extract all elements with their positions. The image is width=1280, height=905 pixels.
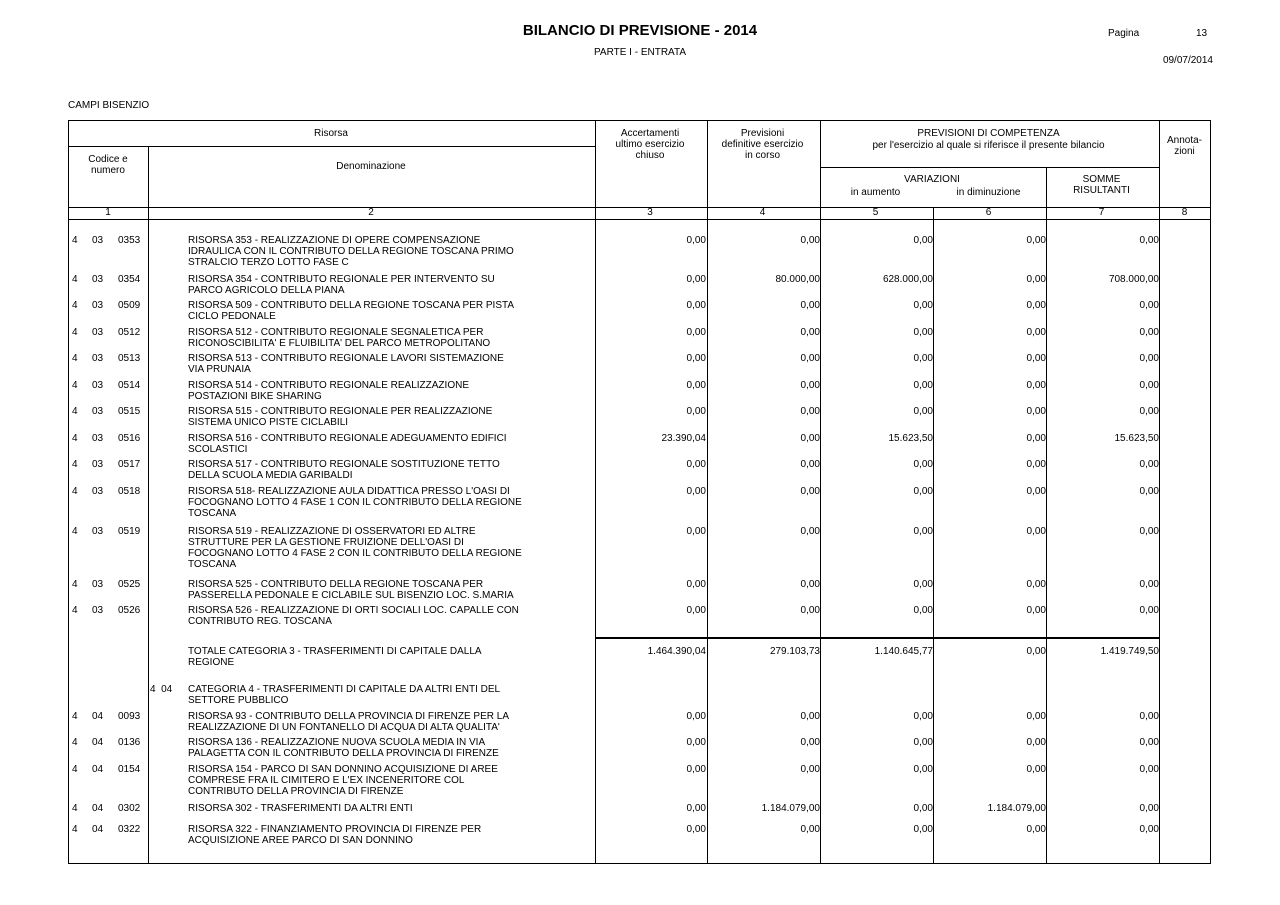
code-risorsa: 0354: [118, 274, 141, 285]
value-in-aumento: 628.000,00: [882, 274, 933, 285]
denominazione: RISORSA 154 - PARCO DI SAN DONNINO ACQUISIZIONE DI AREE COMPRESE FRA IL CIMITERO E L'EX INCENERITORE COL CONTRIBUTO DELLA PROVINCIA DI FIRENZE: [188, 764, 498, 797]
code-titolo: 4: [72, 711, 78, 722]
col-number: 6: [985, 207, 992, 218]
grid-line: [933, 207, 934, 864]
value-somme-risultanti: 0,00: [1139, 235, 1159, 246]
value-somme-risultanti: 0,00: [1139, 353, 1159, 364]
value-accertamenti: 0,00: [686, 274, 706, 285]
code-risorsa: 0526: [118, 605, 141, 616]
value-in-aumento: 0,00: [913, 459, 933, 470]
denominazione: RISORSA 514 - CONTRIBUTO REGIONALE REALIZZAZIONE POSTAZIONI BIKE SHARING: [188, 380, 469, 402]
value-accertamenti: 0,00: [686, 711, 706, 722]
code-titolo: 4: [72, 459, 78, 470]
value-previsioni-definitive: 0,00: [800, 486, 820, 497]
col-number: 8: [1181, 207, 1188, 218]
header-somme-risultanti: SOMME RISULTANTI: [1073, 174, 1130, 196]
code-titolo: 4: [72, 737, 78, 748]
code-titolo: 4: [72, 486, 78, 497]
value-in-aumento: 0,00: [913, 764, 933, 775]
document-subtitle: PARTE I - ENTRATA: [593, 47, 687, 58]
value-accertamenti: 0,00: [686, 579, 706, 590]
value-previsioni-definitive: 80.000,00: [775, 274, 820, 285]
value-in-aumento: 0,00: [913, 235, 933, 246]
value-in-diminuzione: 0,00: [1026, 764, 1046, 775]
code-categoria: 03: [92, 300, 104, 311]
value-somme-risultanti: 0,00: [1139, 406, 1159, 417]
denominazione: RISORSA 516 - CONTRIBUTO REGIONALE ADEGUAMENTO EDIFICI SCOLASTICI: [188, 433, 507, 455]
denominazione: RISORSA 518- REALIZZAZIONE AULA DIDATTICA PRESSO L'OASI DI FOCOGNANO LOTTO 4 FASE 1 CON IL CONTRIBUTO DELLA REGIONE TOSCANA: [188, 486, 522, 519]
total-in-diminuzione: 0,00: [1026, 646, 1046, 657]
value-accertamenti: 0,00: [686, 327, 706, 338]
code-risorsa: 0093: [118, 711, 141, 722]
value-in-diminuzione: 0,00: [1026, 300, 1046, 311]
category-code: 4 04: [150, 684, 173, 695]
entity-name: CAMPI BISENZIO: [68, 100, 150, 111]
value-in-aumento: 0,00: [913, 486, 933, 497]
denominazione: RISORSA 302 - TRASFERIMENTI DA ALTRI ENTI: [188, 803, 413, 814]
value-previsioni-definitive: 0,00: [800, 380, 820, 391]
value-accertamenti: 23.390,04: [661, 433, 706, 444]
value-previsioni-definitive: 0,00: [800, 579, 820, 590]
grid-line: [820, 167, 1159, 168]
code-categoria: 03: [92, 406, 104, 417]
value-accertamenti: 0,00: [686, 459, 706, 470]
denominazione: RISORSA 93 - CONTRIBUTO DELLA PROVINCIA DI FIRENZE PER LA REALIZZAZIONE DI UN FONTANELLO DI ACQUA DI ALTA QUALITA': [188, 711, 510, 733]
value-previsioni-definitive: 0,00: [800, 300, 820, 311]
value-previsioni-definitive: 0,00: [800, 433, 820, 444]
header-in-aumento: in aumento: [850, 187, 901, 198]
total-separator: [595, 637, 1159, 639]
denominazione: RISORSA 519 - REALIZZAZIONE DI OSSERVATORI ED ALTRE STRUTTURE PER LA GESTIONE FRUIZIONE DELL'OASI DI FOCOGNANO LOTTO 4 FASE 2 CON IL CONTRIBUTO DELLA REGIONE TOSCANA: [188, 526, 522, 570]
value-accertamenti: 0,00: [686, 605, 706, 616]
value-in-diminuzione: 0,00: [1026, 737, 1046, 748]
value-somme-risultanti: 0,00: [1139, 824, 1159, 835]
value-in-diminuzione: 0,00: [1026, 353, 1046, 364]
value-previsioni-definitive: 0,00: [800, 605, 820, 616]
code-categoria: 03: [92, 235, 104, 246]
value-accertamenti: 0,00: [686, 764, 706, 775]
code-categoria: 04: [92, 711, 104, 722]
value-in-aumento: 0,00: [913, 300, 933, 311]
code-risorsa: 0514: [118, 380, 141, 391]
value-somme-risultanti: 0,00: [1139, 380, 1159, 391]
col-number: 3: [647, 207, 653, 218]
code-risorsa: 0525: [118, 579, 141, 590]
code-titolo: 4: [72, 327, 78, 338]
value-in-aumento: 0,00: [913, 406, 933, 417]
document-title: BILANCIO DI PREVISIONE - 2014: [522, 22, 758, 39]
denominazione: RISORSA 517 - CONTRIBUTO REGIONALE SOSTITUZIONE TETTO DELLA SCUOLA MEDIA GARIBALDI: [188, 459, 500, 481]
value-in-aumento: 0,00: [913, 380, 933, 391]
value-in-diminuzione: 1.184.079,00: [987, 803, 1046, 814]
code-titolo: 4: [72, 380, 78, 391]
code-categoria: 03: [92, 526, 104, 537]
value-in-aumento: 0,00: [913, 737, 933, 748]
value-in-diminuzione: 0,00: [1026, 235, 1046, 246]
code-risorsa: 0516: [118, 433, 141, 444]
code-risorsa: 0519: [118, 526, 141, 537]
value-somme-risultanti: 0,00: [1139, 459, 1159, 470]
code-categoria: 04: [92, 737, 104, 748]
value-somme-risultanti: 0,00: [1139, 803, 1159, 814]
code-titolo: 4: [72, 300, 78, 311]
header-previsioni-competenza-sub: per l'esercizio al quale si riferisce il presente bilancio: [872, 140, 1105, 151]
value-in-aumento: 0,00: [913, 526, 933, 537]
header-denominazione: Denominazione: [336, 161, 406, 172]
grid-line: [148, 146, 149, 864]
category-denominazione: CATEGORIA 4 - TRASFERIMENTI DI CAPITALE DA ALTRI ENTI DEL SETTORE PUBBLICO: [188, 684, 501, 706]
code-categoria: 03: [92, 353, 104, 364]
code-risorsa: 0512: [118, 327, 141, 338]
value-somme-risultanti: 0,00: [1139, 327, 1159, 338]
denominazione: RISORSA 509 - CONTRIBUTO DELLA REGIONE TOSCANA PER PISTA CICLO PEDONALE: [188, 300, 515, 322]
header-previsioni-competenza: PREVISIONI DI COMPETENZA: [917, 128, 1060, 139]
code-titolo: 4: [72, 764, 78, 775]
value-previsioni-definitive: 0,00: [800, 327, 820, 338]
code-risorsa: 0518: [118, 486, 141, 497]
code-categoria: 03: [92, 486, 104, 497]
page-label: Pagina: [1108, 28, 1140, 39]
code-titolo: 4: [72, 235, 78, 246]
code-titolo: 4: [72, 274, 78, 285]
col-number: 4: [759, 207, 766, 218]
code-titolo: 4: [72, 353, 78, 364]
denominazione: RISORSA 353 - REALIZZAZIONE DI OPERE COMPENSAZIONE IDRAULICA CON IL CONTRIBUTO DELLA REGIONE TOSCANA PRIMO STRALCIO TERZO LOTTO FASE C: [188, 235, 514, 268]
value-in-diminuzione: 0,00: [1026, 579, 1046, 590]
value-somme-risultanti: 0,00: [1139, 764, 1159, 775]
value-in-diminuzione: 0,00: [1026, 486, 1046, 497]
value-in-diminuzione: 0,00: [1026, 824, 1046, 835]
grid-line: [1046, 167, 1047, 864]
col-number: 2: [368, 207, 374, 218]
value-somme-risultanti: 0,00: [1139, 526, 1159, 537]
code-risorsa: 0322: [118, 824, 141, 835]
value-in-diminuzione: 0,00: [1026, 274, 1046, 285]
code-titolo: 4: [72, 803, 78, 814]
code-categoria: 03: [92, 380, 104, 391]
value-somme-risultanti: 708.000,00: [1108, 274, 1159, 285]
value-in-diminuzione: 0,00: [1026, 459, 1046, 470]
total-accertamenti: 1.464.390,04: [647, 646, 706, 657]
code-titolo: 4: [72, 605, 78, 616]
header-previsioni-definitive: Previsioni definitive esercizio in corso: [721, 128, 804, 161]
code-categoria: 04: [92, 803, 104, 814]
value-previsioni-definitive: 1.184.079,00: [761, 803, 820, 814]
value-accertamenti: 0,00: [686, 737, 706, 748]
code-risorsa: 0136: [118, 737, 141, 748]
value-accertamenti: 0,00: [686, 824, 706, 835]
code-risorsa: 0513: [118, 353, 141, 364]
code-risorsa: 0154: [118, 764, 141, 775]
total-somme-risultanti: 1.419.749,50: [1100, 646, 1159, 657]
value-previsioni-definitive: 0,00: [800, 764, 820, 775]
value-in-diminuzione: 0,00: [1026, 526, 1046, 537]
code-titolo: 4: [72, 406, 78, 417]
value-in-aumento: 0,00: [913, 711, 933, 722]
document-date: 09/07/2014: [1162, 55, 1213, 66]
value-in-diminuzione: 0,00: [1026, 711, 1046, 722]
code-risorsa: 0302: [118, 803, 141, 814]
code-titolo: 4: [72, 579, 78, 590]
header-accertamenti: Accertamenti ultimo esercizio chiuso: [615, 128, 685, 161]
code-categoria: 03: [92, 327, 104, 338]
col-number: 7: [1098, 207, 1105, 218]
code-risorsa: 0517: [118, 459, 141, 470]
value-in-diminuzione: 0,00: [1026, 327, 1046, 338]
value-in-diminuzione: 0,00: [1026, 433, 1046, 444]
code-risorsa: 0509: [118, 300, 141, 311]
code-categoria: 04: [92, 764, 104, 775]
denominazione: RISORSA 136 - REALIZZAZIONE NUOVA SCUOLA MEDIA IN VIA PALAGETTA CON IL CONTRIBUTO DELLA PROVINCIA DI FIRENZE: [188, 737, 499, 759]
value-accertamenti: 0,00: [686, 486, 706, 497]
grid-line: [69, 146, 595, 147]
header-variazioni: VARIAZIONI: [904, 174, 960, 185]
header-codice: Codice e numero: [88, 154, 128, 176]
value-in-aumento: 0,00: [913, 327, 933, 338]
value-accertamenti: 0,00: [686, 803, 706, 814]
grid-line: [69, 219, 1211, 220]
total-previsioni-definitive: 279.103,73: [769, 646, 820, 657]
value-previsioni-definitive: 0,00: [800, 711, 820, 722]
code-titolo: 4: [72, 824, 78, 835]
grid-line: [820, 121, 821, 864]
value-previsioni-definitive: 0,00: [800, 737, 820, 748]
header-in-diminuzione: in diminuzione: [956, 187, 1021, 198]
code-titolo: 4: [72, 433, 78, 444]
value-previsioni-definitive: 0,00: [800, 824, 820, 835]
value-somme-risultanti: 0,00: [1139, 300, 1159, 311]
value-somme-risultanti: 0,00: [1139, 486, 1159, 497]
denominazione: RISORSA 526 - REALIZZAZIONE DI ORTI SOCIALI LOC. CAPALLE CON CONTRIBUTO REG. TOSCANA: [188, 605, 519, 627]
col-number: 1: [105, 207, 111, 218]
denominazione: RISORSA 525 - CONTRIBUTO DELLA REGIONE TOSCANA PER PASSERELLA PEDONALE E CICLABILE SUL BISENZIO LOC. S.MARIA: [188, 579, 514, 601]
grid-line: [1159, 121, 1160, 864]
value-accertamenti: 0,00: [686, 406, 706, 417]
value-previsioni-definitive: 0,00: [800, 235, 820, 246]
value-in-aumento: 0,00: [913, 353, 933, 364]
value-somme-risultanti: 15.623,50: [1114, 433, 1159, 444]
value-accertamenti: 0,00: [686, 526, 706, 537]
page-number: 13: [1196, 28, 1208, 39]
header-risorsa: Risorsa: [314, 128, 348, 139]
value-previsioni-definitive: 0,00: [800, 526, 820, 537]
value-accertamenti: 0,00: [686, 235, 706, 246]
grid-line: [707, 121, 708, 864]
value-accertamenti: 0,00: [686, 380, 706, 391]
code-categoria: 04: [92, 824, 104, 835]
total-in-aumento: 1.140.645,77: [874, 646, 933, 657]
value-somme-risultanti: 0,00: [1139, 711, 1159, 722]
value-in-aumento: 0,00: [913, 605, 933, 616]
code-risorsa: 0353: [118, 235, 141, 246]
denominazione: RISORSA 513 - CONTRIBUTO REGIONALE LAVORI SISTEMAZIONE VIA PRUNAIA: [188, 353, 504, 375]
value-accertamenti: 0,00: [686, 300, 706, 311]
value-in-diminuzione: 0,00: [1026, 605, 1046, 616]
value-in-diminuzione: 0,00: [1026, 380, 1046, 391]
header-annotazioni: Annota- zioni: [1166, 135, 1203, 157]
code-categoria: 03: [92, 459, 104, 470]
grid-line: [595, 121, 596, 864]
value-in-aumento: 0,00: [913, 803, 933, 814]
code-categoria: 03: [92, 274, 104, 285]
code-risorsa: 0515: [118, 406, 141, 417]
value-somme-risultanti: 0,00: [1139, 737, 1159, 748]
value-previsioni-definitive: 0,00: [800, 406, 820, 417]
value-previsioni-definitive: 0,00: [800, 353, 820, 364]
col-number: 5: [872, 207, 879, 218]
value-in-diminuzione: 0,00: [1026, 406, 1046, 417]
denominazione: RISORSA 354 - CONTRIBUTO REGIONALE PER INTERVENTO SU PARCO AGRICOLO DELLA PIANA: [188, 274, 495, 296]
value-in-aumento: 0,00: [913, 579, 933, 590]
denominazione: RISORSA 515 - CONTRIBUTO REGIONALE PER REALIZZAZIONE SISTEMA UNICO PISTE CICLABILI: [188, 406, 493, 428]
denominazione: RISORSA 512 - CONTRIBUTO REGIONALE SEGNALETICA PER RICONOSCIBILITA' E FLUIBILITA' DEL PARCO METROPOLITANO: [188, 327, 491, 349]
value-in-aumento: 15.623,50: [888, 433, 933, 444]
value-previsioni-definitive: 0,00: [800, 459, 820, 470]
value-in-aumento: 0,00: [913, 824, 933, 835]
code-categoria: 03: [92, 605, 104, 616]
total-denominazione: TOTALE CATEGORIA 3 - TRASFERIMENTI DI CAPITALE DALLA REGIONE: [188, 646, 482, 668]
denominazione: RISORSA 322 - FINANZIAMENTO PROVINCIA DI FIRENZE PER ACQUISIZIONE AREE PARCO DI SAN DONNINO: [188, 824, 482, 846]
code-titolo: 4: [72, 526, 78, 537]
code-categoria: 03: [92, 579, 104, 590]
value-somme-risultanti: 0,00: [1139, 605, 1159, 616]
code-categoria: 03: [92, 433, 104, 444]
value-somme-risultanti: 0,00: [1139, 579, 1159, 590]
value-accertamenti: 0,00: [686, 353, 706, 364]
